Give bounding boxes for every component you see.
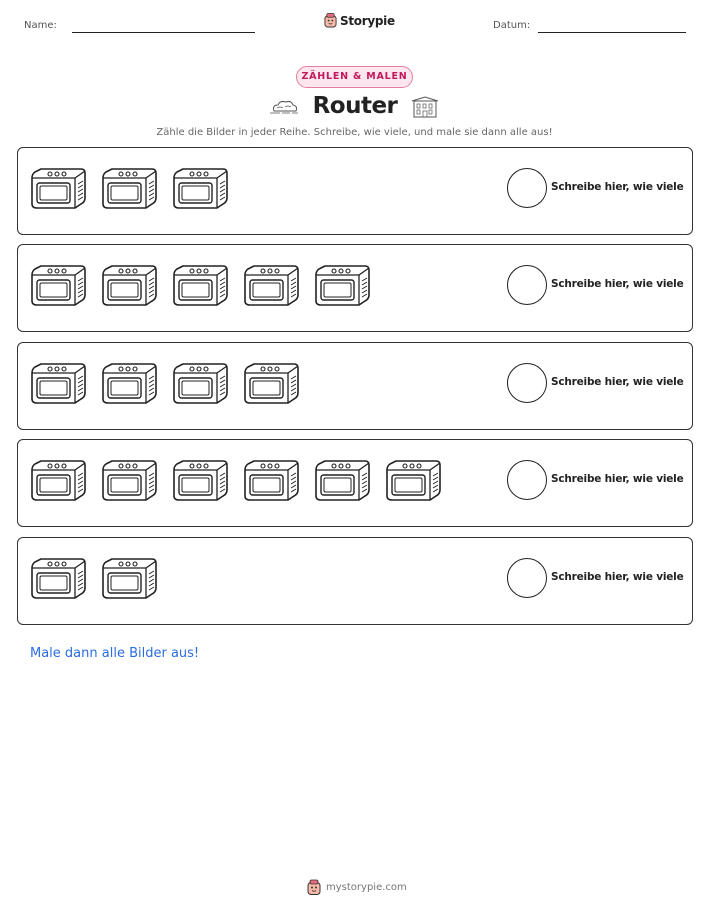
counting-row: [17, 439, 693, 527]
oven-router-icon: [100, 261, 158, 309]
storypie-mascot-icon: [324, 13, 337, 28]
oven-router-icon: [384, 456, 442, 504]
oven-router-icon: [171, 164, 229, 212]
oven-router-icon: [100, 554, 158, 602]
oven-router-icon: [29, 554, 87, 602]
site-footer: [307, 879, 407, 896]
cloud-doodle-icon: [268, 99, 300, 115]
footer-note: Male dann alle Bilder aus!: [30, 646, 200, 661]
storypie-mascot-icon: [307, 879, 321, 896]
answer-circle[interactable]: [507, 265, 547, 305]
counting-row: [17, 147, 693, 235]
oven-router-icon: [100, 164, 158, 212]
storypie-logo: [324, 13, 395, 28]
answer-circle[interactable]: [507, 460, 547, 500]
name-label: Name:: [24, 20, 57, 31]
category-badge: ZÄHLEN & MALEN: [296, 66, 413, 88]
row-items: [29, 359, 300, 407]
answer-label: Schreibe hier, wie viele: [551, 376, 684, 388]
oven-router-icon: [313, 261, 371, 309]
site-url: mystorypie.com: [326, 882, 407, 893]
oven-router-icon: [100, 359, 158, 407]
row-items: [29, 554, 158, 602]
instructions-text: Zähle die Bilder in jeder Reihe. Schreibe, wie viele, und male sie dann alle aus!: [156, 127, 553, 138]
date-write-line[interactable]: [538, 32, 686, 33]
answer-label: Schreibe hier, wie viele: [551, 278, 684, 290]
answer-circle[interactable]: [507, 168, 547, 208]
oven-router-icon: [242, 261, 300, 309]
answer-label: Schreibe hier, wie viele: [551, 571, 684, 583]
row-items: [29, 164, 229, 212]
oven-router-icon: [29, 261, 87, 309]
row-items: [29, 456, 442, 504]
oven-router-icon: [171, 359, 229, 407]
counting-row: [17, 342, 693, 430]
oven-router-icon: [171, 456, 229, 504]
title-row: [0, 93, 709, 123]
oven-router-icon: [29, 164, 87, 212]
answer-circle[interactable]: [507, 363, 547, 403]
name-write-line[interactable]: [72, 32, 255, 33]
oven-router-icon: [29, 456, 87, 504]
answer-label: Schreibe hier, wie viele: [551, 473, 684, 485]
answer-circle[interactable]: [507, 558, 547, 598]
counting-row: [17, 537, 693, 625]
building-doodle-icon: [411, 96, 439, 118]
answer-label: Schreibe hier, wie viele: [551, 181, 684, 193]
oven-router-icon: [242, 456, 300, 504]
row-items: [29, 261, 371, 309]
oven-router-icon: [29, 359, 87, 407]
brand-name: Storypie: [340, 13, 395, 28]
oven-router-icon: [100, 456, 158, 504]
oven-router-icon: [171, 261, 229, 309]
page-title: Router: [312, 93, 398, 119]
counting-row: [17, 244, 693, 332]
oven-router-icon: [242, 359, 300, 407]
oven-router-icon: [313, 456, 371, 504]
date-label: Datum:: [493, 20, 531, 31]
